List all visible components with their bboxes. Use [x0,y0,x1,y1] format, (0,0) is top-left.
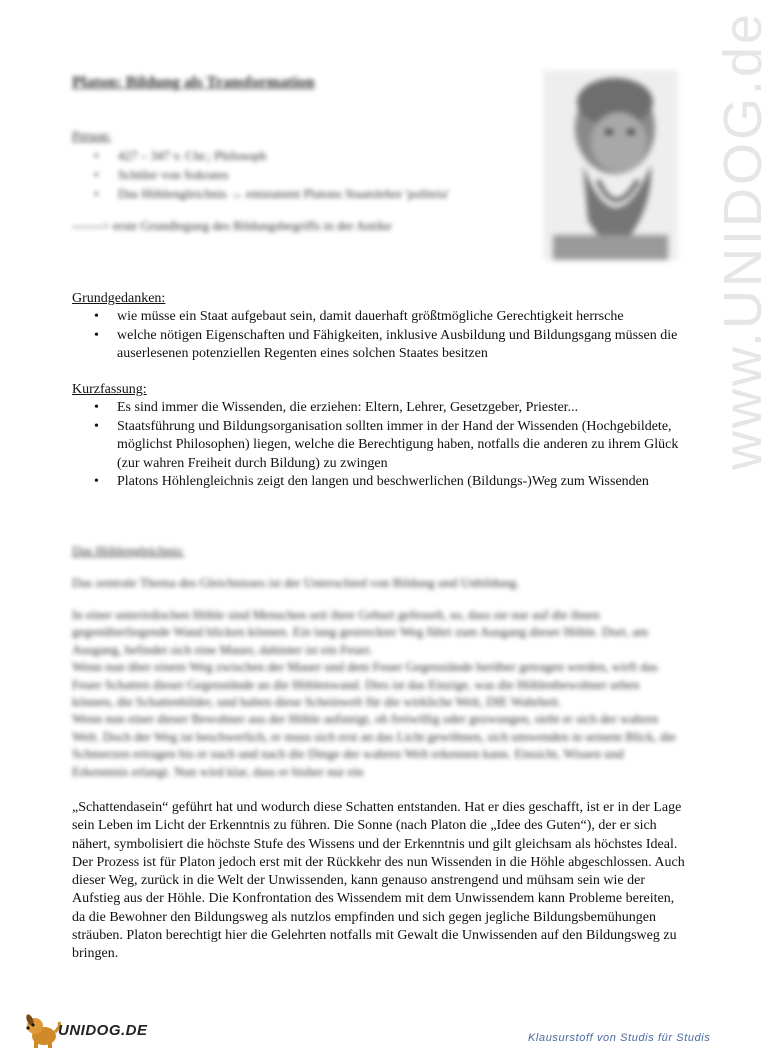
kurzfassung-item: • Staatsführung und Bildungsorganisation sollten immer in der Hand der Wissenden (Hochgebildete, möglichst Philosophen) liegen, welche die Berechtigung haben, notfalls die anderen zu ihrem Glück (zur wahren Freiheit durch Bildung) zu zwingen [72,418,692,474]
kurzfassung-item: • Es sind immer die Wissenden, die erziehen: Eltern, Lehrer, Gesetzgeber, Priester... [72,399,692,418]
grundgedanken-item: • wie müsse ein Staat aufgebaut sein, damit dauerhaft größtmögliche Gerechtigkeit herrsche [72,308,692,327]
paragraph: In einer unterirdischen Höhle sind Menschen seit ihrer Geburt gefesselt, so, dass sie nur auf die ihnen gegenüberliegende Wand blicken können. Ein lang gestreckter Weg führt zum Ausgang dieser Höhle. Dort, am Ausgang, befindet sich eine Mauer, dahinter ist ein Feuer. [72,607,649,657]
hoehlengleichnis-blurred-text [72,606,682,780]
footer-tagline: Klausurstoff von Studis für Studis [528,1032,711,1044]
kurzfassung-list [72,399,692,492]
hoehlengleichnis-theme: Das zentrale Thema des Gleichnisses ist der Unterschied von Bildung und Unbildung. [72,575,520,590]
document-title: Platon: Bildung als Transformation [72,74,315,91]
dog-mascot-icon [22,1010,62,1050]
plato-portrait-image [543,70,678,260]
logo-text: UNIDOG.DE [58,1022,148,1039]
person-label: Person: [72,128,111,143]
hoehlengleichnis-heading: Das Höhlengleichnis: [72,543,185,558]
kurzfassung-item: • Platons Höhlengleichnis zeigt den langen und beschwerlichen (Bildungs-)Weg zum Wissenden [72,473,692,492]
person-item: • 427 – 347 v. Chr.; Philosoph [72,146,449,165]
watermark: www.UNIDOG.de [713,10,773,470]
paragraph: Der Prozess ist für Platon jedoch erst mit der Rückkehr des nun Wissenden in die Höhle abgeschlossen. Auch dieser Weg, zurück in die Welt der Unwissenden, kann genauso anstrengend und mühsam sein wie der Aufstieg aus der Höhle. Die Konfrontation des Wissendem mit dem Unwissendem kann Probleme bereiten, da die Bewohner den Bildungsweg als nutzlos empfinden und sich gegen jegliche Bildungsbemühungen sträuben. Platon berechtigt hier die Gelehrten notfalls mit Gewalt die Unwissenden auf den Bildungsweg zu bringen. [72,854,685,962]
arrow-summary-line: -------> erste Grundlegung des Bildungsbegriffs in der Antike [72,218,392,233]
grundgedanken-heading: Grundgedanken: [72,291,166,306]
bust-illustration [543,70,678,260]
paragraph: Wenn nun einer dieser Bewohner aus der Höhle aufsteigt, ob freiwillig oder gezwungen, sieht er sich der wahren Welt. Doch der Weg ist beschwerlich, er muss sich erst an das Licht gewöhnen, sich umwenden in seinem Blick, die Schmerzen ertragen bis er nach und nach die Dinge der wahren Welt erkennen kann. Einsicht, Wissen und Erkenntnis erlangt. Nun wird klar, dass er bisher nur ein [72,711,676,779]
person-item: • Das Höhlengleichnis → entstammt Platons Staatslehre 'politeia' [72,184,449,203]
paragraph: „Schattendasein“ geführt hat und wodurch diese Schatten entstanden. Hat er dies geschafft, ist er in der Lage sein Leben im Licht der Erkenntnis zu führen. Die Sonne (nach Platon die „Idee des Guten“), der er sich nähert, symbolisiert die höchste Stufe des Wissens und der Erkenntnis und gilt gleichsam als höchstes Ideal. [72,800,682,852]
paragraph: Wenn nun über einem Weg zwischen der Mauer und dem Feuer Gegenstände herüber getragen werden, wirft das Feuer Schatten dieser Gegenstände an die Höhlenwand. Dies ist das Einzige, was die Höhlenbewohner sehen können, die Schattenbilder, und halten diese Scheinwelt für die wirkliche Welt, DIE Wahrheit. [72,659,658,710]
grundgedanken-item: • welche nötigen Eigenschaften und Fähigkeiten, inklusive Ausbildung und Bildungsgang müssen die auserlesenen potenziellen Regenten eines solchen Staates besitzen [72,327,692,364]
person-item: • Schüler von Sokrates [72,165,449,184]
grundgedanken-list [72,308,692,364]
kurzfassung-heading: Kurzfassung: [72,382,147,397]
hoehlengleichnis-clear-text [72,799,687,964]
person-list [72,146,449,203]
